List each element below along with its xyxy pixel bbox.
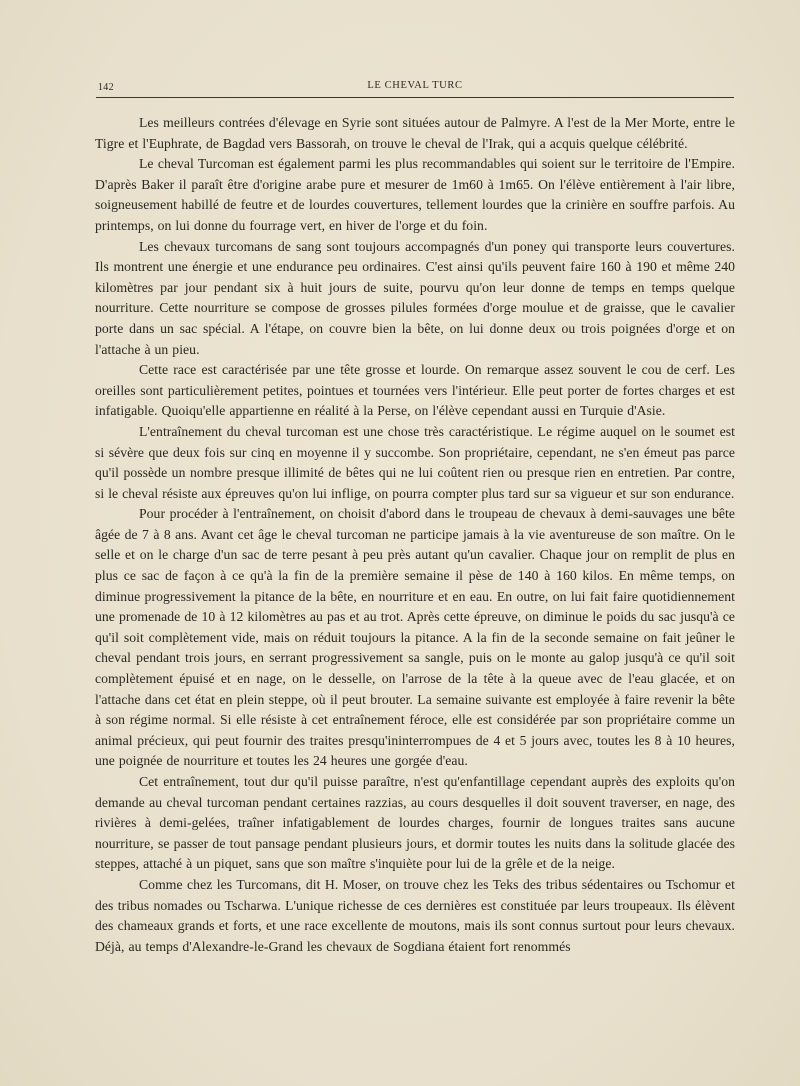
page-number: 142 — [98, 82, 114, 93]
page-header — [98, 80, 732, 96]
paragraph: Pour procéder à l'entraînement, on choisit d'abord dans le troupeau de chevaux à demi-sauvages une bête âgée de 7 à 8 ans. Avant cet âge le cheval turcoman ne participe jamais à la vie aventureuse de son maître. On le selle et on le charge d'un sac de terre pesant à peu près autant qu'un cavalier. Chaque jour on remplit de plus en plus ce sac de façon à ce qu'à la fin de la première semaine il pèse de 140 à 160 kilos. En même temps, on diminue progressivement la pitance de la bête, en nourriture et en eau. En outre, on lui fait faire quotidiennement une promenade de 10 à 12 kilomètres au pas et au trot. Après cette épreuve, on diminue le poids du sac jusqu'à ce qu'il soit complètement vide, mais on réduit toujours la pitance. A la fin de la seconde semaine on fait jeûner le cheval pendant trois jours, en serrant progressivement sa sangle, puis on le monte au galop jusqu'à ce qu'il soit complètement épuisé et en nage, on le desselle, on l'arrose de la tête à la queue avec de l'eau glacée, et on l'attache dans cet état en plein steppe, où il peut brouter. La semaine suivante est employée à faire revenir la bête à son régime normal. Si elle résiste à cet entraînement féroce, elle est considérée par son propriétaire comme un animal précieux, qui peut fournir des traites presqu'ininterrompues de 4 et 5 jours avec, toutes les 8 à 10 heures, une poignée de nourriture et toutes les 24 heures une gorgée d'eau. — [95, 506, 735, 769]
header-rule — [96, 97, 734, 98]
paragraph: L'entraînement du cheval turcoman est une chose très caractéristique. Le régime auquel on le soumet est si sévère que deux fois sur cinq en moyenne il y succombe. Son propriétaire, cependant, ne s'en émeut pas parce qu'il possède un nombre presque illimité de bêtes qui ne lui coûtent rien ou presque rien en entretien. Par contre, si le cheval résiste aux épreuves qu'on lui inflige, on pourra compter plus tard sur sa vigueur et sur son endurance. — [95, 423, 735, 501]
paragraph: Les meilleurs contrées d'élevage en Syrie sont situées autour de Palmyre. A l'est de la Mer Morte, entre le Tigre et l'Euphrate, de Bagdad vers Bassorah, on trouve le cheval de l'Irak, qui a acquis quelque célébrité. — [95, 115, 735, 151]
body-text — [95, 113, 735, 957]
paragraph: Cette race est caractérisée par une tête grosse et lourde. On remarque assez souvent le cou de cerf. Les oreilles sont particulièrement petites, pointues et tournées vers l'intérieur. Elle peut porter de fortes charges et est infatigable. Quoiqu'elle appartienne en réalité à la Perse, on l'élève cependant aussi en Turquie d'Asie. — [95, 362, 735, 419]
running-title: LE CHEVAL TURC — [367, 80, 463, 91]
paragraph: Cet entraînement, tout dur qu'il puisse paraître, n'est qu'enfantillage cependant auprès des exploits qu'on demande au cheval turcoman pendant certaines razzias, au cours desquelles il doit souvent traverser, en nage, des rivières à demi-gelées, traîner infatigablement de lourdes charges, fournir de longues traites sans aucune nourriture, se passer de tout pansage pendant plusieurs jours, et dormir toutes les nuits dans la solitude glacée des steppes, attaché à un piquet, sans que son maître s'inquiète pour lui de la grêle et de la neige. — [95, 774, 735, 872]
paragraph: Le cheval Turcoman est également parmi les plus recommandables qui soient sur le territoire de l'Empire. D'après Baker il paraît être d'origine arabe pure et mesurer de 1m60 à 1m65. On l'élève entièrement à l'air libre, soigneusement habillé de feutre et de lourdes couvertures, tellement lourdes que la crinière en souffre parfois. Au printemps, on lui donne du fourrage vert, en hiver de l'orge et du foin. — [95, 156, 735, 233]
paragraph: Comme chez les Turcomans, dit H. Moser, on trouve chez les Teks des tribus sédentaires ou Tschomur et des tribus nomades ou Tscharwa. L'unique richesse de ces dernières est constituée par leurs troupeaux. Ils élèvent des chameaux grands et forts, et une race excellente de moutons, mais ils sont connus surtout pour leurs chevaux. Déjà, au temps d'Alexandre-le-Grand les chevaux de Sogdiana étaient fort renommés — [95, 876, 735, 954]
paragraph: Les chevaux turcomans de sang sont toujours accompagnés d'un poney qui transporte leurs couvertures. Ils montrent une énergie et une endurance peu ordinaires. C'est ainsi qu'ils peuvent faire 160 à 190 et même 240 kilomètres par jour pendant six à huit jours de suite, pourvu qu'on leur donne de temps en temps quelque nourriture. Cette nourriture se compose de grosses pilules formées d'orge moulue et de graisse, que le cavalier porte dans un sac spécial. A l'étape, on couvre bien la bête, on lui donne deux ou trois poignées d'orge et on l'attache à un pieu. — [95, 238, 735, 357]
